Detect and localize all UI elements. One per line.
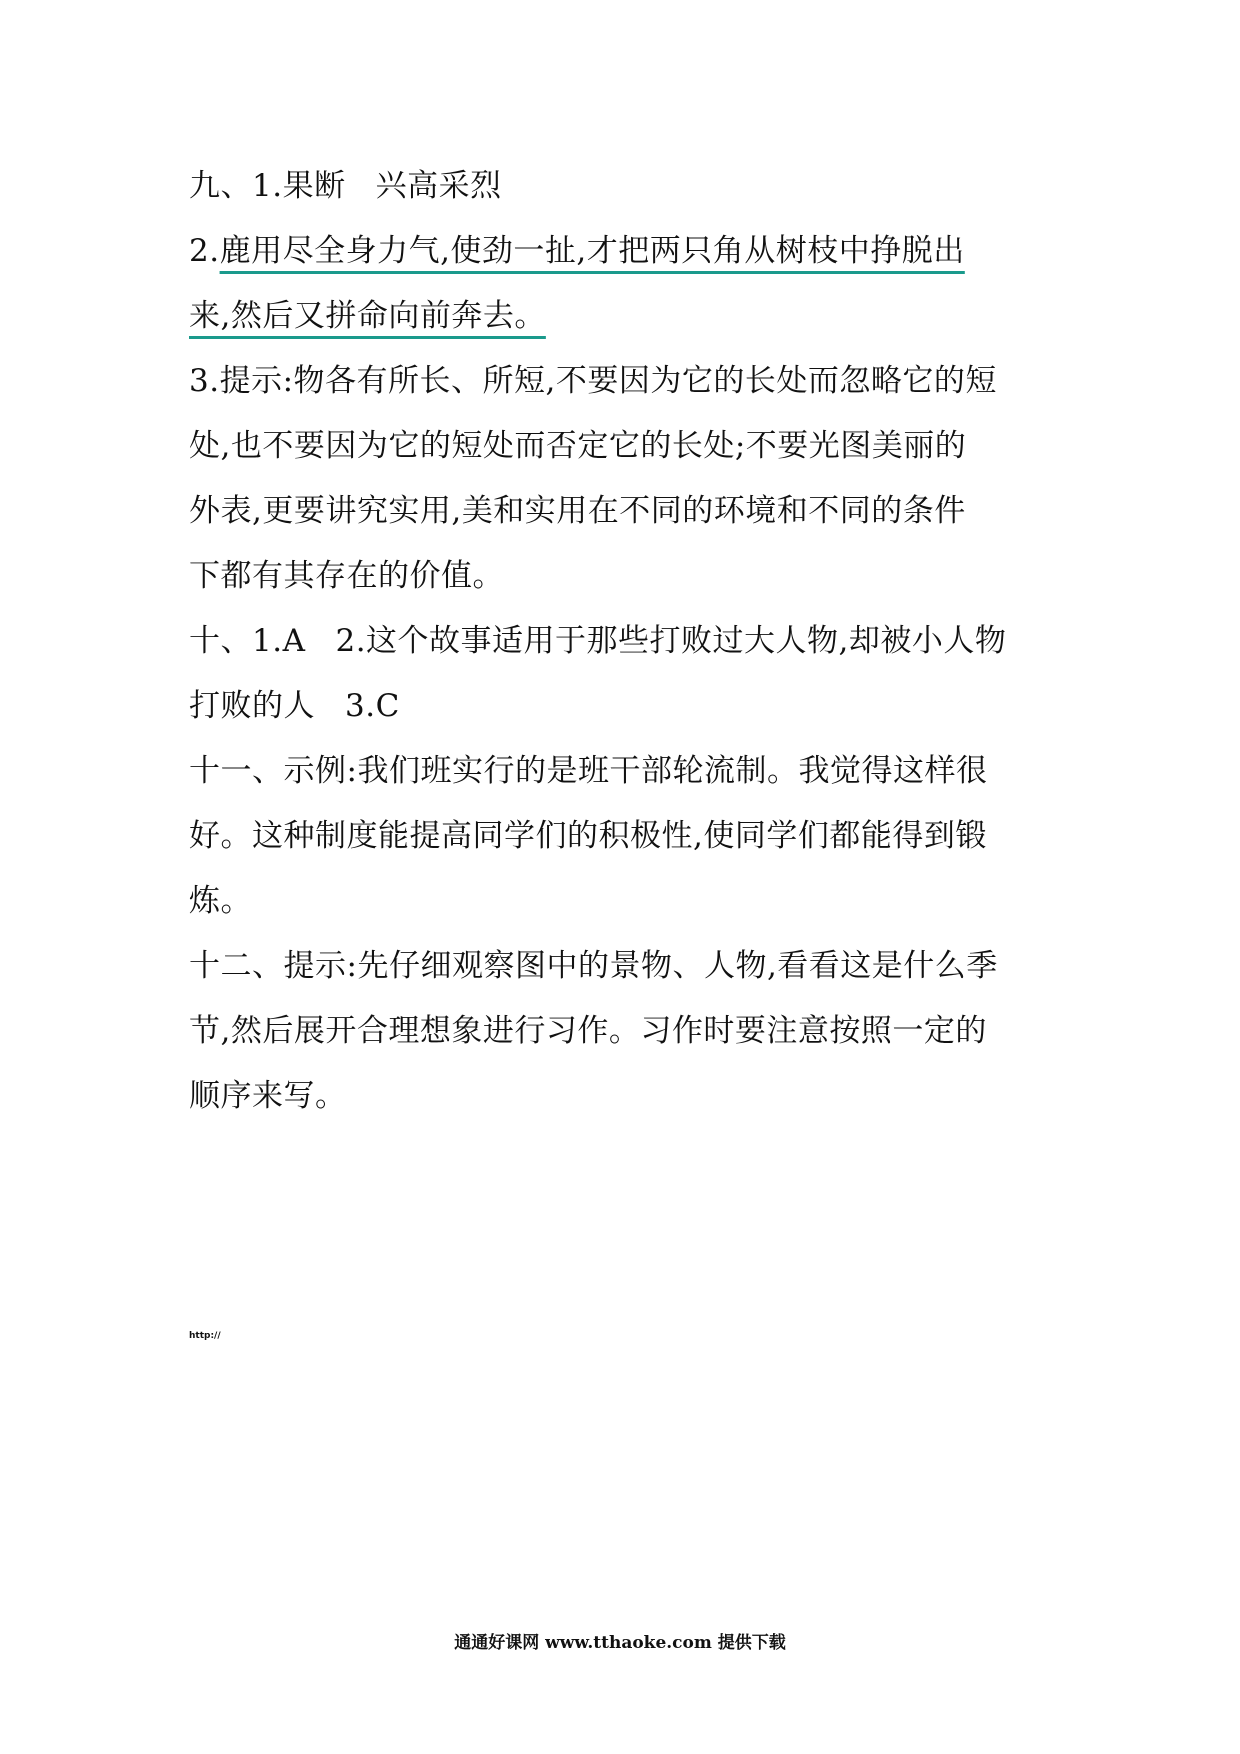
answer-number: 九、1.: [189, 168, 283, 204]
answer-line-ten-cont: [189, 674, 1069, 739]
answer-item: 打败的人: [189, 688, 315, 724]
answer-number: 2.: [189, 233, 220, 269]
answer-line-nine-3: 3.提示:物各有所长、所短,不要因为它的长处而忽略它的短: [189, 363, 997, 399]
answer-text-block: [189, 154, 1069, 1129]
answer-line-nine-2: [189, 219, 1069, 284]
answer-line-eleven-cont: 好。这种制度能提高同学们的积极性,使同学们都能得到锻: [189, 818, 987, 854]
answer-line-nine-3-cont: 处,也不要因为它的短处而否定它的长处;不要光图美丽的: [189, 428, 967, 464]
answer-line-ten: [189, 609, 1069, 674]
answer-line-twelve-cont: 顺序来写。: [189, 1078, 347, 1114]
answer-line-twelve-cont: 节,然后展开合理想象进行习作。习作时要注意按照一定的: [189, 1013, 987, 1049]
page-footer: 通通好课网 www.tthaoke.com 提供下载: [454, 1633, 786, 1653]
answer-line-nine-1: [189, 154, 1069, 219]
answer-word: 兴高采烈: [375, 168, 502, 204]
answer-line-twelve: 十二、提示:先仔细观察图中的景物、人物,看看这是什么季: [189, 948, 998, 984]
answer-word: 果断: [282, 168, 346, 204]
url-text: http://: [189, 1331, 221, 1341]
answer-item: 2.这个故事适用于那些打败过大人物,却被小人物: [335, 623, 1007, 659]
answer-item: 3.C: [345, 688, 400, 724]
answer-line-eleven-cont: 炼。: [189, 883, 252, 919]
answer-line-nine-2-cont: [189, 284, 1069, 349]
underlined-answer: 来,然后又拼命向前奔去。: [189, 298, 546, 334]
answer-item: 十、1.A: [189, 623, 306, 659]
underlined-answer: 鹿用尽全身力气,使劲一扯,才把两只角从树枝中挣脱出: [219, 233, 965, 269]
answer-line-nine-3-cont: 下都有其存在的价值。: [189, 558, 504, 594]
answer-line-eleven: 十一、示例:我们班实行的是班干部轮流制。我觉得这样很: [189, 753, 988, 789]
answer-line-nine-3-cont: 外表,更要讲究实用,美和实用在不同的环境和不同的条件: [189, 493, 966, 529]
